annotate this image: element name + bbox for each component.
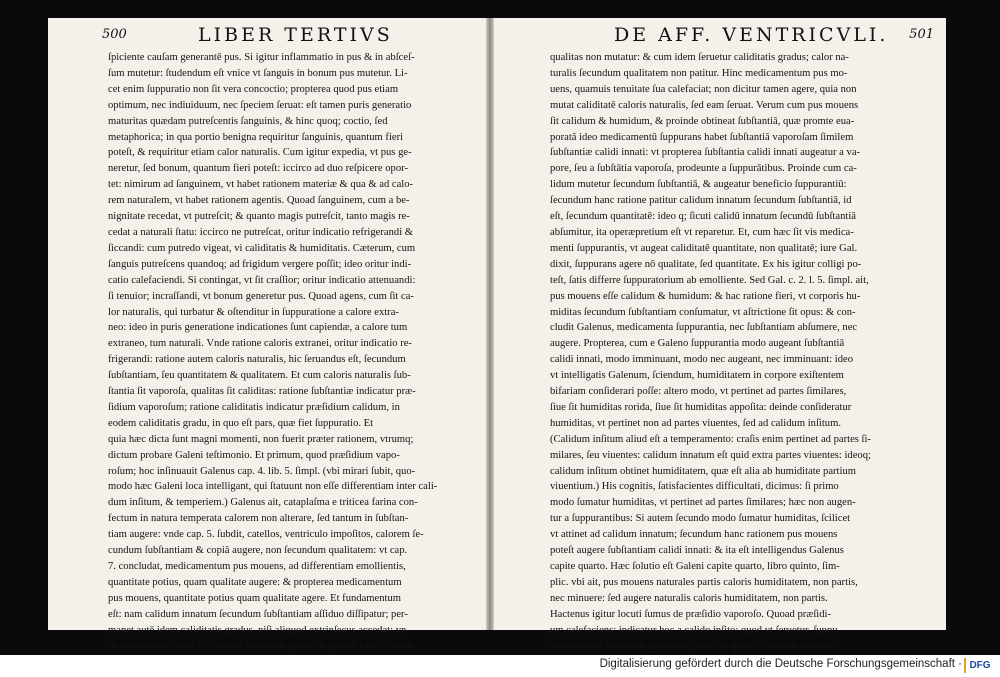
text-line: quia hæc dicta ſunt magni momenti, non fuerit præter rationem, vtrumq; [108,433,414,445]
text-line: poteſt augere ſubſtantiam calidi innati: & ita eſt intelligendus Galenus [550,545,844,557]
text-line: turalis ſecundum qualitatem non patitur. Hinc medicamentum pus mo- [550,67,848,79]
left-page-header [102,24,480,50]
text-line: humiditas, vt pertinet non ad partes viuentes, ſed ad calidum inſitum. [550,417,841,429]
text-line: ſubſtantiæ calidi innati: vt propterea ſubſtantia calidi innati augeatur a va- [550,147,861,159]
left-running-title: LIBER TERTIVS [198,24,393,46]
text-line: cundum ſubſtantiam & copiā augere, non ſecundum qualitatem: vt cap. [108,545,408,557]
text-line: vt intelligatis Galenum, ſciendum, humiditatem in corpore exiſtentem [550,370,844,382]
text-line: calidum inſitum obtinet humiditatem, quæ eſt alia ab humiditate partium [550,465,856,477]
text-line: cludit Galenus, medicamenta ſuppurantia, nec ſubſtantiam abſumere, nec [550,322,858,334]
text-line: lidum mutetur ſecundum ſubſtantiā, & augeatur beneficio ſuppurantiū: [550,179,847,191]
text-line: miditas ſecundum ſubſtantiam conſumatur, vt aſtrictione ſit opus: & con- [550,306,856,318]
text-line: neo: ideo in puris generatione indicationes ſunt capiendæ, a calore tum [108,322,408,334]
right-page-body [550,50,900,654]
text-line: cedat a naturali ſtatu: iccirco ne putreſcat, oritur indicatio refrigerandi & [108,226,414,238]
text-line: augere. Propterea, cum e Galeno ſuppurantia modo augeant ſubſtantiā [550,338,845,350]
text-line: de pus mouens, cum ſit calidum in eodem gradu, in quo eſt calor; caloris [108,640,415,652]
text-line: lor naturalis, qui turbatur & oſtenditur in ſuppuratione a calore extra- [108,306,399,318]
text-line: ſecundum hanc ratione patitur calidum innatum ſecundum ſubſtantiā, id [550,195,852,207]
text-line: nignitate recedat, vt putreſcit; & quanto magis putreſcit, tanto magis re- [108,211,410,223]
text-line: roſum; hoc inſinuauit Galenus cap. 4. lib. 5. ſimpl. (vbi mirari ſubit, quo- [108,465,416,477]
text-line: ſtantia ſit vaporoſa, qualitas ſit caliditas: ratione ſubſtantiæ indicatur præ- [108,386,416,398]
text-line: pore, ſeu a ſubſtātia vaporoſa, prodeunte a ſuppurātibus. Proinde cum ca- [550,163,857,175]
footer-bar [0,655,1000,677]
text-line: poteſt, & requiritur etiam calor naturalis. Cum igitur expedia, vt pus ge- [108,147,412,159]
text-line: manet autē idem caliditatis gradus, niſi aliquod extrinſecus accedat: vn- [108,624,410,636]
text-line: fectum in natura temperata calorem non alterare, ſed tantum in ſubſtan- [108,513,409,525]
text-line: frigerandi: ratione autem caloris naturalis, hic ſeruandus eſt, ſecundum [108,354,406,366]
text-line: qualitas non mutatur: & cum idem ſeruetur caliditatis gradus; calor na- [550,52,849,63]
text-line: neretur, ſed bonum, quantum fieri poteſt: iccirco ad duo reſpicere opor- [108,163,408,175]
text-line: bifariam conſiderari poſſe: altero modo, vt pertinet ad partes ſimilares, [550,386,847,398]
book-gutter [486,18,494,630]
text-line: tiam augere: vnde cap. 5. ſubdit, catellos, ventriculo impoſitos, calorem ſe- [108,529,424,541]
text-line: tur a ſuppurantibus: Si autem ſecundo modo ſumatur humiditas, ſcilicet [550,513,851,525]
text-line: ſpiciente cauſam generantē pus. Si igitur inflammatio in pus & in abſceſ- [108,52,415,63]
text-line: ſi tenuior; incraſſandi, vt bonum generetur pus. Quoad agens, cum ſit ca- [108,290,414,302]
text-line: cet enim ſuppuratio non ſit vera concoctio; propterea quod pus etiam [108,83,399,95]
text-line: modo hæc Galeni loca intelligant, qui ſtatuunt non eſſe differentiam inter cali- [108,481,438,493]
text-line: poratâ ideo medicamentū ſuppurans habet ſubſtantiā vaporoſam ſimilem [550,131,854,143]
text-line: teſt, ſatis differre ſuppuratorium ab emolliente. Sed Gal. c. 2. l. 5. ſimpl. ait, [550,274,869,286]
text-line: menti ſuppurantis, vt augeat caliditatē quantitate, non qualitatē; iure Gal. [550,242,858,254]
text-line: rans poſtulat in eodem caliditatis gradu, in quo eſt calidum innatum. [550,640,838,652]
right-running-title: DE AFF. VENTRICVLI. [614,24,889,46]
text-line: abſumitur, ita operæpretium eſt vt reparetur. Et, cum hæc ſit vis medica- [550,226,854,238]
text-line: calidi innati, modo imminuant, modo nec augeant, nec imminuant: ideo [550,354,854,366]
text-line: eodem caliditatis gradu, in quo eſt pars, quæ fiet ſuppuratio. Et [108,417,374,429]
text-line: tet: nimirum ad ſanguinem, vt habet rationem materiæ & qua & ad calo- [108,179,414,191]
text-line: dictum probare Galeni teſtimonio. Et primum, quod præſidium vapo- [108,449,400,461]
text-line: optimum, nec indiuiduum, nec ſpeciem ſeruat: eſt tamen puris generatio [108,99,412,111]
text-line: ſanguis putreſcens quandoq; ad frigidum vergere poſſit; ideo oritur indi- [108,258,412,270]
dfg-logo-icon: DFG [964,658,994,673]
left-page-number: 500 [102,27,127,42]
funding-note: Digitalisierung gefördert durch die Deutsche Forschungsgemeinschaft · [599,658,962,670]
text-line: quantitate potius, quam qualitate augere: & propterea medicamentum [108,576,402,588]
text-line: plic. vbi ait, pus mouens naturales partis caloris humiditatem, non partis, [550,576,858,588]
right-page [494,18,946,652]
text-line: ſum mutetur: ſtudendum eſt vnice vt ſanguis in bonum pus mutetur. Li- [108,67,408,79]
text-line: modo ſumatur humiditas, vt pertinet ad partes ſimilares; hæc non augen- [550,497,856,509]
text-line: um calefaciens; indicatur hoc a calido inſito: quod vt ſeruetur, ſuppu- [550,624,842,636]
text-line: viuentium.) His cognitis, ſatisfacientes difficultati, dicimus: ſi primo [550,481,839,493]
text-line: 7. concludat, medicamentum pus mouens, ad differentiam emollientis, [108,561,406,572]
text-line: ſit calidum & humidum, & proinde obtineat ſubſtantiā, quæ promte eua- [550,115,855,127]
right-page-header [550,24,934,50]
text-line: dum inſitum, & temperiem.) Galenus ait, cataplaſma e triticea farina con- [108,497,418,509]
text-line: nec minuere: ſed augere naturalis caloris humiditatem, non partis. [550,592,828,604]
text-line: mutat caliditatē caloris naturalis, ſed eam ſeruat. Verum cum pus mouens [550,99,859,111]
text-line: Hactenus igitur locuti ſumus de præſidio vaporoſo. Quoad præſidi- [550,608,831,620]
text-line: extraneo, tum naturali. Vnde ratione caloris extranei, oritur indicatio re- [108,338,412,350]
text-line: milares, ſeu viuentes: calidum innatum eſt quid extra partes viuentes: ideoq; [550,449,871,461]
text-line: rem naturalem, vt habet rationem agentis. Quoad ſanguinem, cum a be- [108,195,410,207]
text-line: ſidium vaporoſum; ratione caliditatis indicatur præſidium calidum, in [108,401,400,413]
text-line: (Calidum inſitum aliud eſt a temperamento: craſis enim pertinet ad partes ſi- [550,433,871,445]
text-line: capite quarto. Hæc ſolutio eſt Galeni capite quarto, libro quinto, ſim- [550,561,840,572]
text-line: ſiccandi: cum putredo vigeat, vi caliditatis & humiditatis. Cæterum, cum [108,242,416,254]
text-line: vt attinet ad calidum innatum; ſecundum hanc rationem pus mouens [550,529,838,541]
text-line: catio calefaciendi. Si contingat, vt ſit craſſior; oritur indicatio attenuandi: [108,274,416,286]
text-line: pus mouens eſſe calidum & humidum: & hac ratione fieri, vt corporis hu- [550,290,861,302]
left-page-body [108,50,480,654]
text-line: eſt, ſecundum quantitatē: ideo q; ſicuti calidū innatum ſecundū ſubſtantiā [550,211,856,223]
text-line: eſt: nam calidum innatum ſecundum ſubſtantiam aſſiduo diſſipatur; per- [108,608,408,620]
text-line: dixit, ſuppurans agere nō qualitate, ſed quantitate. Ex his igitur colligi po- [550,258,862,270]
text-line: ſiue ſit humiditas rorida, ſiue ſit humiditas appoſita: deinde conſideratur [550,401,852,413]
left-page [48,18,486,652]
text-line: metaphorica; in qua portio benigna requiritur ſanguinis, quantum fieri [108,131,404,143]
text-line: uens, quamuis tenuitate ſua calefaciat; non dicitur tamen agere, quia non [550,83,857,95]
right-page-number: 501 [909,27,934,42]
text-line: ſubſtantiam, ſeu quantitatem & qualitatem. Et cum caloris naturalis ſub- [108,370,411,382]
text-line: pus mouens, quantitate potius quam qualitate agere. Et fundamentum [108,592,402,604]
text-line: maturitas quædam putreſcentis ſanguinis, & hinc quoq; coctio, ſed [108,115,388,127]
